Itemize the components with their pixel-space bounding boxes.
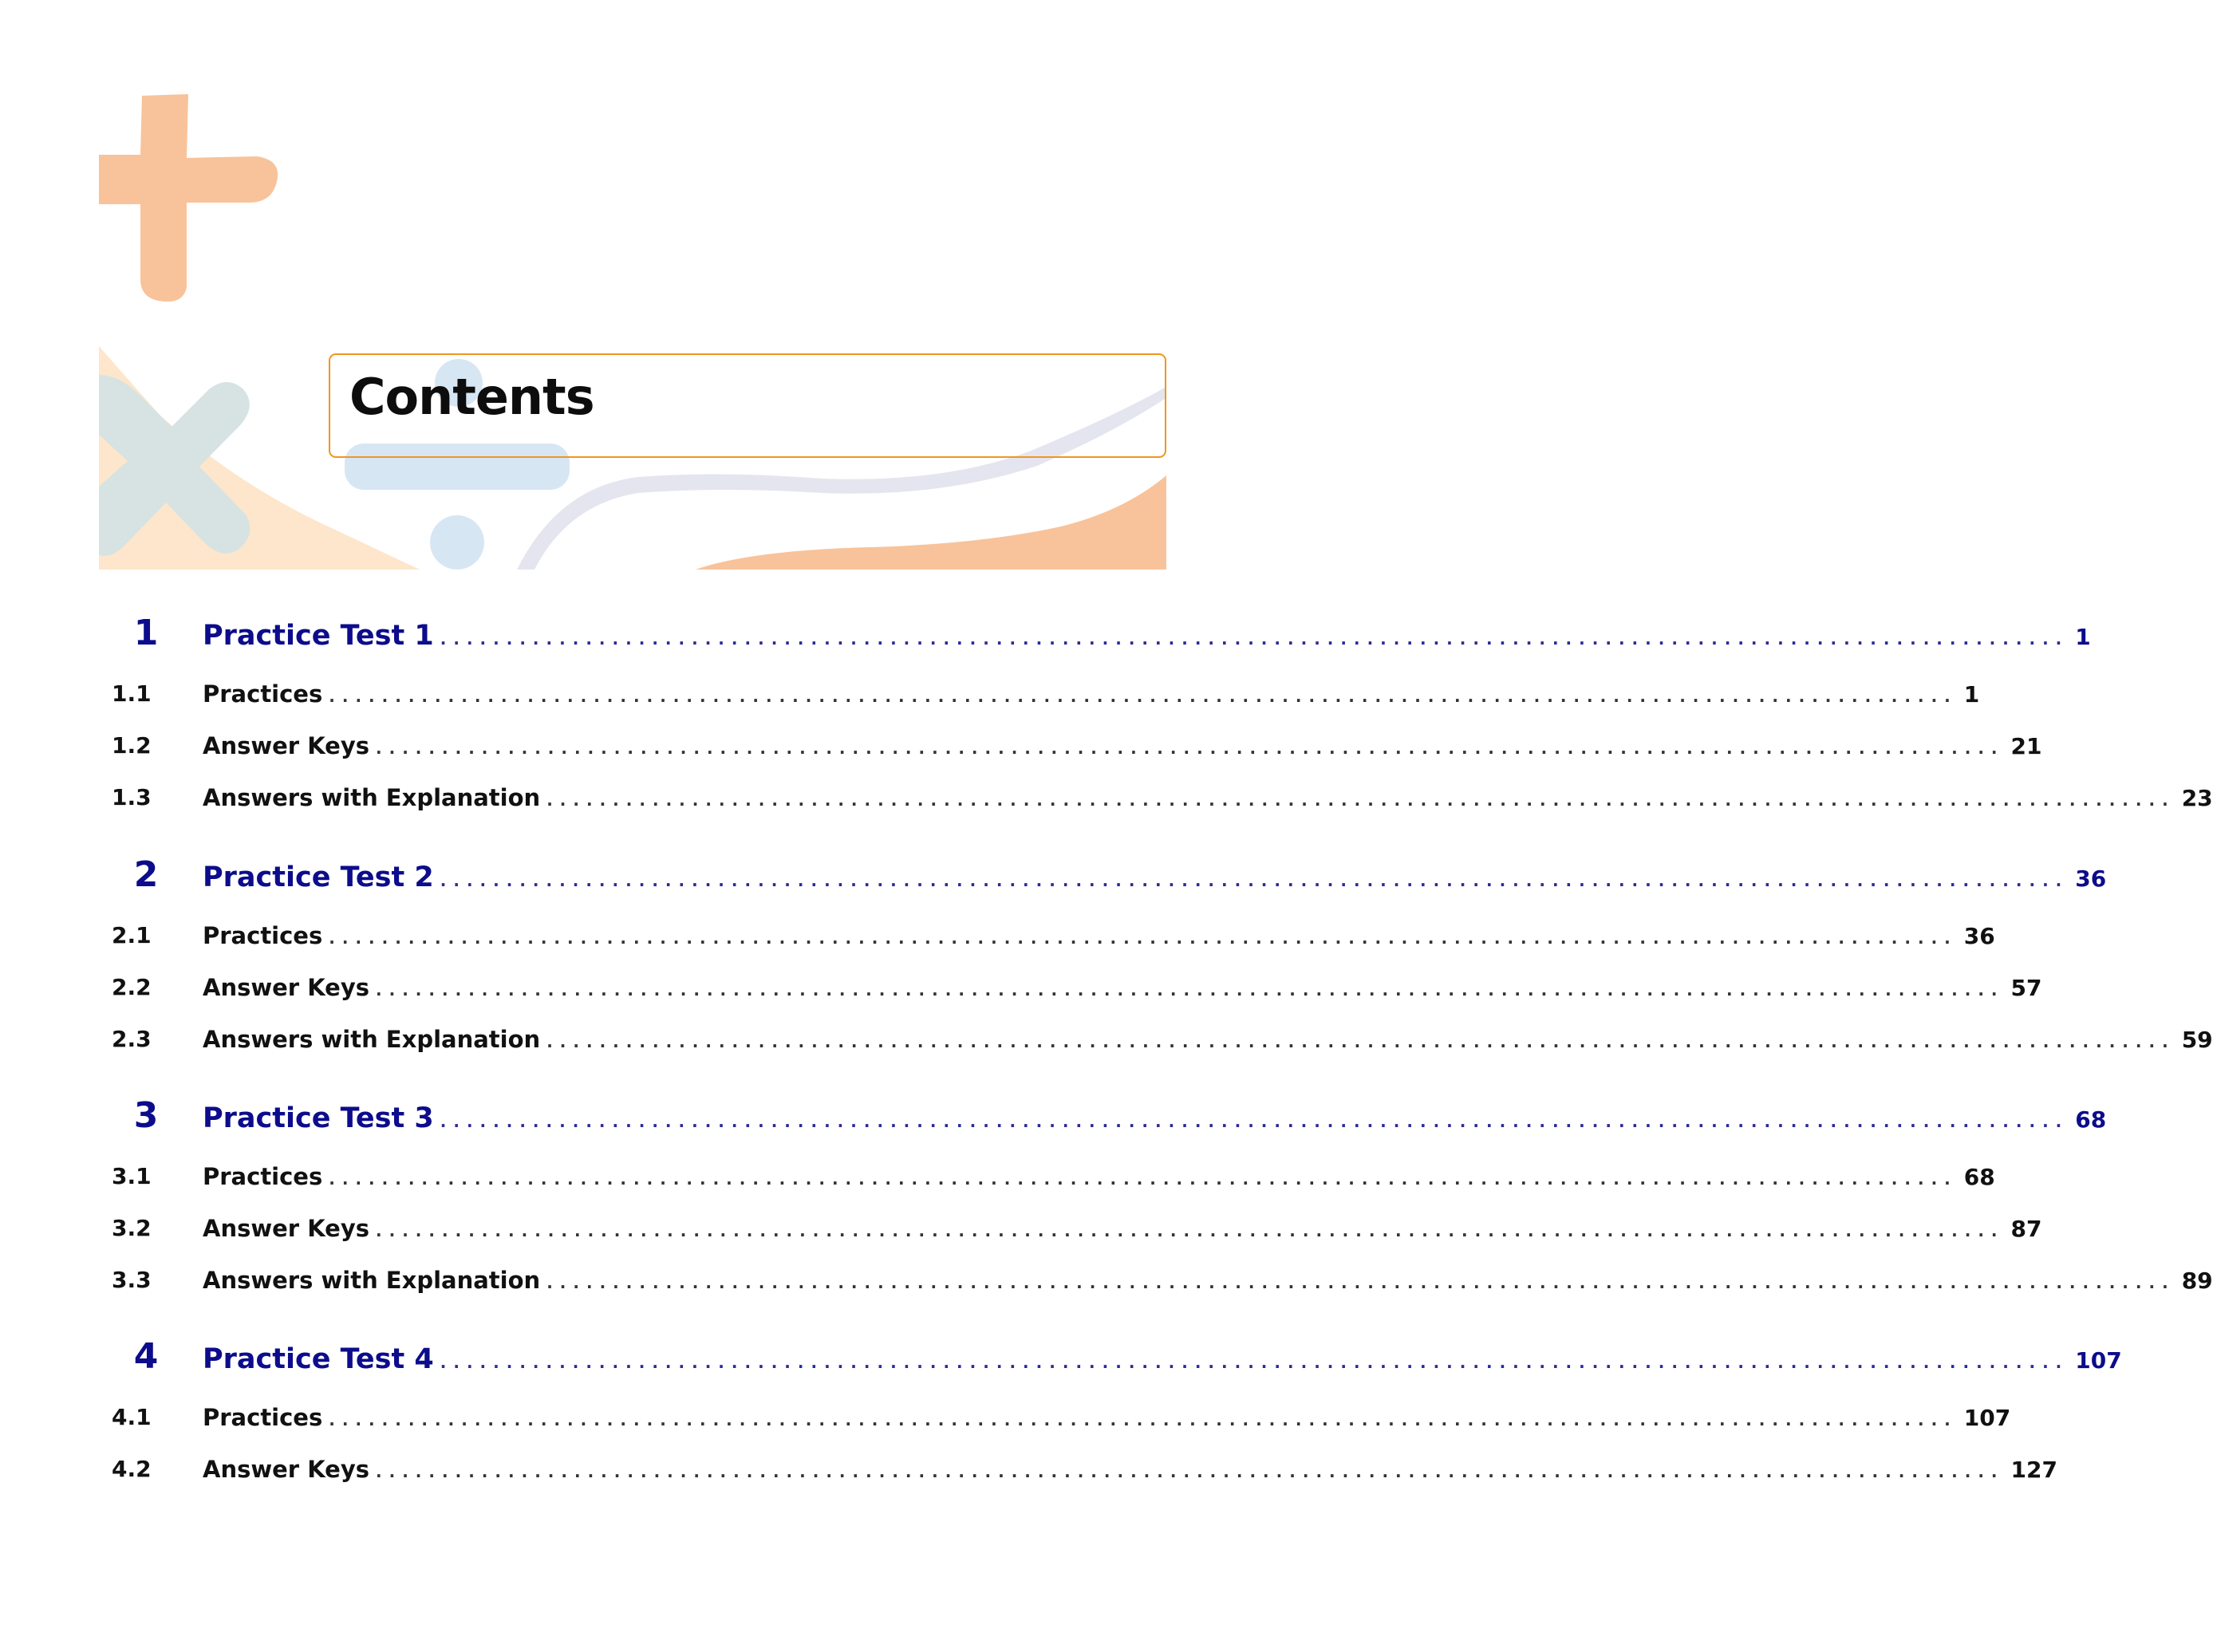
section-title: Answers with Explanation [203, 784, 541, 811]
dot-leader: ........................................................................................................................... [329, 1410, 1958, 1429]
toc-section-1-1[interactable] [112, 680, 1980, 720]
toc-section-2-3[interactable] [112, 1026, 2213, 1066]
chapter-entry [203, 620, 2091, 652]
section-number: 2.2 [112, 974, 152, 1000]
section-entry [203, 974, 2042, 1001]
dot-leader: ........................................................................................................................... [440, 629, 2069, 649]
chapter-number: 4 [133, 1336, 159, 1377]
toc-section-4-1[interactable] [112, 1404, 2011, 1444]
dot-leader: ........................................................................................................................... [376, 1221, 2005, 1240]
section-number: 3.3 [112, 1267, 152, 1293]
page-number: 21 [2010, 733, 2042, 759]
dot-leader: ........................................................................................................................... [546, 1032, 2176, 1051]
section-title: Answer Keys [203, 1456, 370, 1483]
section-entry [203, 732, 2042, 759]
section-title: Practices [203, 680, 323, 708]
toc-chapter-4[interactable] [112, 1336, 2122, 1379]
table-of-contents [112, 0, 2213, 1652]
section-number: 1.2 [112, 732, 152, 759]
dot-leader: ........................................................................................................................... [376, 980, 2005, 999]
dot-leader: ........................................................................................................................... [440, 1112, 2069, 1131]
dot-leader: ........................................................................................................................... [329, 687, 1958, 706]
toc-section-2-2[interactable] [112, 974, 2042, 1014]
section-number: 2.1 [112, 922, 152, 948]
toc-section-3-2[interactable] [112, 1215, 2042, 1255]
page-title: Contents [349, 368, 594, 426]
toc-section-1-3[interactable] [112, 784, 2213, 824]
section-entry [203, 1456, 2057, 1483]
page-number: 23 [2181, 785, 2213, 811]
page-number: 107 [1963, 1405, 2011, 1431]
toc-section-3-1[interactable] [112, 1163, 1995, 1203]
dot-leader: ........................................................................................................................... [546, 791, 2176, 810]
page-number: 1 [2075, 624, 2091, 650]
chapter-entry [203, 1102, 2107, 1134]
toc-chapter-2[interactable] [112, 854, 2107, 897]
toc-chapter-1[interactable] [112, 613, 2091, 656]
section-entry [203, 1215, 2042, 1242]
section-number: 2.3 [112, 1026, 152, 1052]
section-number: 3.2 [112, 1215, 152, 1241]
chapter-entry [203, 861, 2107, 893]
section-entry [203, 1163, 1995, 1190]
chapter-entry [203, 1343, 2122, 1375]
toc-section-3-3[interactable] [112, 1267, 2213, 1307]
section-title: Practices [203, 922, 323, 949]
chapter-title: Practice Test 1 [203, 620, 434, 652]
section-title: Answers with Explanation [203, 1267, 541, 1294]
section-number: 4.2 [112, 1456, 152, 1482]
page-number: 68 [1963, 1164, 1995, 1190]
toc-section-4-2[interactable] [112, 1456, 2057, 1496]
section-entry [203, 922, 1995, 949]
page-number: 68 [2075, 1106, 2107, 1133]
dot-leader: ........................................................................................................................... [376, 739, 2005, 758]
page-number: 89 [2181, 1268, 2213, 1294]
section-number: 4.1 [112, 1404, 152, 1430]
page-number: 36 [1963, 923, 1995, 949]
section-entry [203, 1267, 2213, 1294]
section-title: Answers with Explanation [203, 1026, 541, 1053]
chapter-title: Practice Test 4 [203, 1343, 434, 1375]
toc-section-2-1[interactable] [112, 922, 1995, 962]
section-entry [203, 1026, 2213, 1053]
section-entry [203, 1404, 2011, 1431]
page-number: 87 [2010, 1216, 2042, 1242]
section-title: Answer Keys [203, 732, 370, 759]
section-entry [203, 680, 1980, 708]
toc-chapter-3[interactable] [112, 1095, 2107, 1138]
section-title: Practices [203, 1163, 323, 1190]
dot-leader: ........................................................................................................................... [440, 871, 2069, 890]
page-number: 59 [2181, 1027, 2213, 1053]
section-number: 1.3 [112, 784, 152, 810]
section-title: Answer Keys [203, 974, 370, 1001]
toc-section-1-2[interactable] [112, 732, 2042, 772]
section-title: Practices [203, 1404, 323, 1431]
dot-leader: ........................................................................................................................... [376, 1462, 2005, 1481]
section-title: Answer Keys [203, 1215, 370, 1242]
dot-leader: ........................................................................................................................... [440, 1353, 2069, 1372]
section-number: 3.1 [112, 1163, 152, 1189]
chapter-title: Practice Test 3 [203, 1102, 434, 1134]
dot-leader: ........................................................................................................................... [329, 1169, 1958, 1189]
chapter-number: 3 [133, 1095, 159, 1136]
section-number: 1.1 [112, 680, 152, 707]
page-number: 36 [2075, 865, 2107, 892]
page-number: 107 [2075, 1347, 2122, 1374]
chapter-number: 1 [133, 613, 159, 653]
page-number: 1 [1963, 681, 1980, 708]
page-number: 57 [2010, 975, 2042, 1001]
page-number: 127 [2010, 1457, 2057, 1483]
dot-leader: ........................................................................................................................... [329, 929, 1958, 948]
dot-leader: ........................................................................................................................... [546, 1273, 2176, 1292]
chapter-number: 2 [133, 854, 159, 895]
chapter-title: Practice Test 2 [203, 861, 434, 893]
section-entry [203, 784, 2213, 811]
